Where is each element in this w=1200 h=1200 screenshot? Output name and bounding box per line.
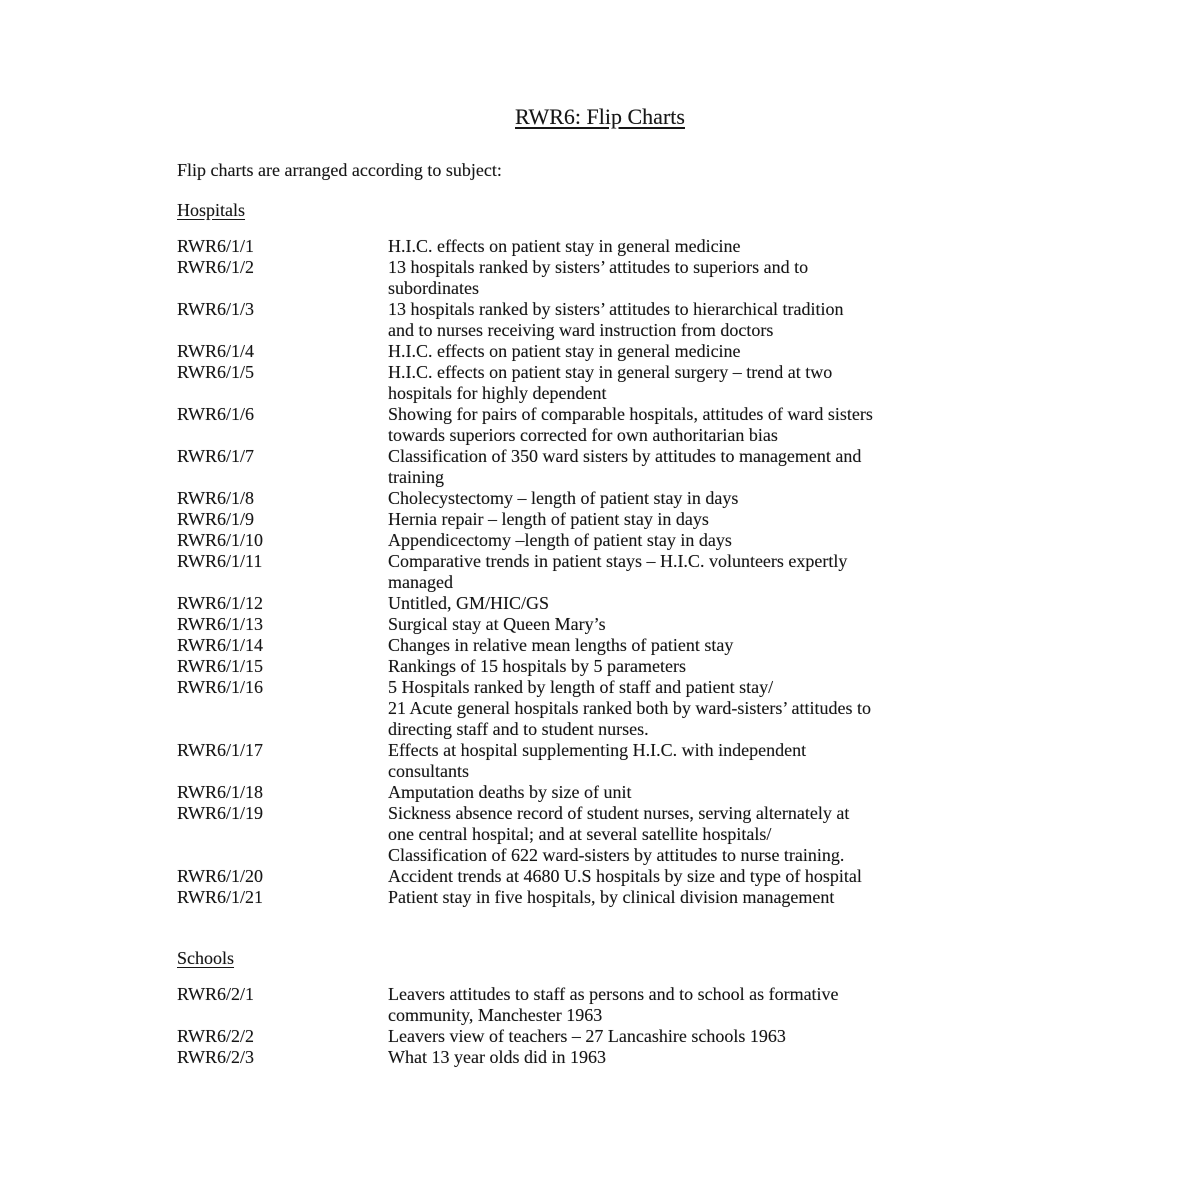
entry-description xyxy=(388,635,733,656)
entry-code: RWR6/1/6 xyxy=(177,404,255,424)
entry-code: RWR6/2/2 xyxy=(177,1026,255,1046)
entry-code: RWR6/1/7 xyxy=(177,446,255,466)
entry-row xyxy=(177,299,1200,341)
entry-row xyxy=(177,1026,1200,1047)
entry-line: Changes in relative mean lengths of patient stay xyxy=(388,635,734,655)
entry-description xyxy=(388,740,806,782)
entry-code: RWR6/1/21 xyxy=(177,887,264,907)
entry-description xyxy=(388,257,808,299)
entry-code: RWR6/1/15 xyxy=(177,656,264,676)
entry-description xyxy=(388,614,606,635)
entry-row xyxy=(177,635,1200,656)
entry-line: Leavers attitudes to staff as persons and to school as formative xyxy=(388,984,839,1004)
entry-code: RWR6/2/1 xyxy=(177,984,255,1004)
entry-row xyxy=(177,866,1200,887)
section-heading: Hospitals xyxy=(177,200,246,220)
entry-line: 5 Hospitals ranked by length of staff and patient stay/ xyxy=(388,677,774,697)
entry-row xyxy=(177,404,1200,446)
section-heading: Schools xyxy=(177,948,235,968)
entry-code: RWR6/1/20 xyxy=(177,866,264,886)
entry-line: consultants xyxy=(388,761,469,781)
entry-line: one central hospital; and at several satellite hospitals/ xyxy=(388,824,772,844)
entry-row xyxy=(177,740,1200,782)
entry-description xyxy=(388,362,832,404)
entry-line: H.I.C. effects on patient stay in general medicine xyxy=(388,236,741,256)
entry-code: RWR6/1/13 xyxy=(177,614,264,634)
entry-code: RWR6/1/16 xyxy=(177,677,264,697)
entry-line: Leavers view of teachers – 27 Lancashire schools 1963 xyxy=(388,1026,786,1046)
entry-line: community, Manchester 1963 xyxy=(388,1005,603,1025)
section-entries xyxy=(0,236,1200,908)
entry-code: RWR6/1/4 xyxy=(177,341,255,361)
entry-line: managed xyxy=(388,572,453,592)
entry-row xyxy=(177,1047,1200,1068)
document-title: RWR6: Flip Charts xyxy=(515,104,685,129)
entry-description xyxy=(388,236,741,257)
sections-container xyxy=(0,200,1200,1068)
entry-line: H.I.C. effects on patient stay in general medicine xyxy=(388,341,741,361)
entry-code: RWR6/1/9 xyxy=(177,509,255,529)
entry-row xyxy=(177,551,1200,593)
entry-row xyxy=(177,257,1200,299)
entry-code: RWR6/1/5 xyxy=(177,362,255,382)
entry-line: directing staff and to student nurses. xyxy=(388,719,649,739)
entry-line: Comparative trends in patient stays – H.I.C. volunteers expertly xyxy=(388,551,848,571)
entry-row xyxy=(177,530,1200,551)
entry-description xyxy=(388,404,873,446)
entry-line: training xyxy=(388,467,444,487)
entry-line: 13 hospitals ranked by sisters’ attitudes to superiors and to xyxy=(388,257,809,277)
entry-row xyxy=(177,446,1200,488)
entry-row xyxy=(177,341,1200,362)
entry-line: H.I.C. effects on patient stay in general surgery – trend at two xyxy=(388,362,833,382)
entry-code: RWR6/1/10 xyxy=(177,530,264,550)
entry-line: Classification of 622 ward-sisters by attitudes to nurse training. xyxy=(388,845,845,865)
entry-description xyxy=(388,782,631,803)
entry-code: RWR6/1/17 xyxy=(177,740,264,760)
entry-description xyxy=(388,446,861,488)
entry-code: RWR6/1/8 xyxy=(177,488,255,508)
entry-line: 21 Acute general hospitals ranked both by ward-sisters’ attitudes to xyxy=(388,698,872,718)
entry-line: subordinates xyxy=(388,278,479,298)
entry-line: Accident trends at 4680 U.S hospitals by size and type of hospital xyxy=(388,866,862,886)
entry-row xyxy=(177,362,1200,404)
entry-line: Patient stay in five hospitals, by clinical division management xyxy=(388,887,835,907)
entry-row xyxy=(177,509,1200,530)
entry-description xyxy=(388,677,871,740)
entry-description xyxy=(388,1047,606,1068)
entry-line: What 13 year olds did in 1963 xyxy=(388,1047,606,1067)
entry-description xyxy=(388,299,844,341)
entry-row xyxy=(177,782,1200,803)
entry-line: Cholecystectomy – length of patient stay in days xyxy=(388,488,739,508)
entry-row xyxy=(177,803,1200,866)
entry-description xyxy=(388,803,849,866)
entry-line: Classification of 350 ward sisters by attitudes to management and xyxy=(388,446,862,466)
entry-description xyxy=(388,488,738,509)
entry-line: Untitled, GM/HIC/GS xyxy=(388,593,550,613)
section-hospitals xyxy=(0,200,1200,908)
intro-text: Flip charts are arranged according to subject: xyxy=(177,160,502,180)
entry-line: Surgical stay at Queen Mary’s xyxy=(388,614,606,634)
entry-line: 13 hospitals ranked by sisters’ attitudes to hierarchical tradition xyxy=(388,299,844,319)
entry-line: Hernia repair – length of patient stay in days xyxy=(388,509,709,529)
entry-description xyxy=(388,887,834,908)
entry-line: Sickness absence record of student nurses, serving alternately at xyxy=(388,803,850,823)
entry-description xyxy=(388,551,847,593)
entry-description xyxy=(388,341,741,362)
entry-code: RWR6/2/3 xyxy=(177,1047,255,1067)
entry-code: RWR6/1/2 xyxy=(177,257,255,277)
entry-code: RWR6/1/11 xyxy=(177,551,263,571)
entry-line: Effects at hospital supplementing H.I.C. with independent xyxy=(388,740,807,760)
entry-line: Showing for pairs of comparable hospitals, attitudes of ward sisters xyxy=(388,404,873,424)
entry-description xyxy=(388,1026,786,1047)
entry-row xyxy=(177,614,1200,635)
entry-code: RWR6/1/3 xyxy=(177,299,255,319)
entry-description xyxy=(388,530,732,551)
entry-line: hospitals for highly dependent xyxy=(388,383,607,403)
entry-row xyxy=(177,236,1200,257)
entry-line: Appendicectomy –length of patient stay in days xyxy=(388,530,732,550)
entry-row xyxy=(177,677,1200,740)
entry-row xyxy=(177,488,1200,509)
entry-description xyxy=(388,509,709,530)
entry-description xyxy=(388,984,839,1026)
entry-code: RWR6/1/18 xyxy=(177,782,264,802)
entry-line: Amputation deaths by size of unit xyxy=(388,782,632,802)
section-schools xyxy=(0,948,1200,1068)
entry-row xyxy=(177,656,1200,677)
entry-row xyxy=(177,593,1200,614)
entry-description xyxy=(388,656,686,677)
entry-row xyxy=(177,887,1200,908)
entry-line: Rankings of 15 hospitals by 5 parameters xyxy=(388,656,686,676)
entry-description xyxy=(388,866,862,887)
section-entries xyxy=(0,984,1200,1068)
entry-code: RWR6/1/14 xyxy=(177,635,264,655)
entry-row xyxy=(177,984,1200,1026)
entry-description xyxy=(388,593,549,614)
entry-code: RWR6/1/12 xyxy=(177,593,264,613)
entry-line: towards superiors corrected for own authoritarian bias xyxy=(388,425,778,445)
entry-line: and to nurses receiving ward instruction from doctors xyxy=(388,320,774,340)
entry-code: RWR6/1/1 xyxy=(177,236,255,256)
entry-code: RWR6/1/19 xyxy=(177,803,264,823)
